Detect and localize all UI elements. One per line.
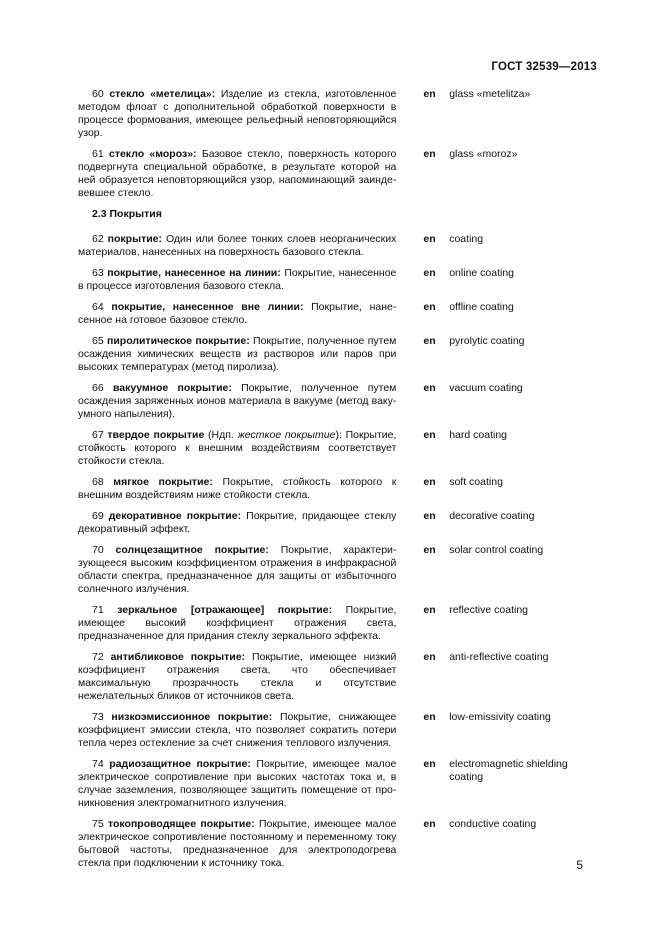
term-def: Изделие из стекла, изготовленное методом флоат с дополнительной обработкой поверхности в процессе формования, имеющее рельефный неповторяющийся узор. bbox=[78, 88, 397, 139]
term-number: 75 bbox=[92, 818, 104, 830]
term-def: Базовое стекло, поверхность которого подвергнута специальной обработке, в результате которой на ней образуется неповторяющийся узор, напоминающий заиндевевшее стекло. bbox=[78, 148, 397, 199]
term-number: 60 bbox=[92, 88, 104, 100]
term-def: Покрытие, имеющее малое электрическое сопротивление при высоких частотах тока и, в случае заземления, позволяющее защитить помещение от проникновения электромагнитного излучения. bbox=[78, 758, 397, 809]
english-equivalent: vacuum coating bbox=[449, 382, 523, 394]
term-entry-68 bbox=[78, 476, 598, 502]
term-definition bbox=[78, 476, 396, 502]
term-entry-73 bbox=[78, 711, 598, 750]
page-number: 5 bbox=[576, 858, 583, 872]
term-number: 73 bbox=[92, 711, 104, 723]
term-def: Покрытие, полученное путем осаждения химических веществ из растворов или паров при высоких температурах (метод пиролиза). bbox=[78, 335, 397, 373]
english-equivalent: solar control coating bbox=[449, 544, 544, 556]
term-entry-60 bbox=[78, 88, 598, 140]
term-def: Покрытие, придающее стеклу декоративный эффект. bbox=[78, 510, 397, 535]
english-equivalent: pyrolytic coating bbox=[449, 335, 525, 347]
term-entry-74 bbox=[78, 758, 598, 810]
term-note-prefix: (Ндп. bbox=[204, 429, 238, 441]
term-number: 74 bbox=[92, 758, 104, 770]
lang-code: en bbox=[423, 267, 436, 279]
term-name: покрытие, нанесенное на линии: bbox=[107, 267, 281, 279]
term-name: декоративное покрытие: bbox=[108, 510, 242, 522]
lang-code: en bbox=[423, 382, 436, 394]
english-equivalent: reflective coating bbox=[449, 604, 529, 616]
term-entry-70 bbox=[78, 544, 598, 596]
english-equivalent: hard coating bbox=[449, 429, 508, 441]
term-definition bbox=[78, 711, 396, 750]
term-number: 72 bbox=[92, 651, 104, 663]
term-name: радиозащитное покрытие: bbox=[109, 758, 251, 770]
term-number: 63 bbox=[92, 267, 104, 279]
lang-code: en bbox=[423, 301, 436, 313]
terms-list bbox=[78, 88, 598, 878]
term-definition bbox=[78, 88, 396, 140]
term-number: 66 bbox=[92, 382, 104, 394]
term-name: солнцезащитное покрытие: bbox=[115, 544, 269, 556]
term-def: Покрытие, снижающее коэффициент эмиссии стекла, что позволяет сократить потери тепла через остекление за счет снижения теплового излучения. bbox=[78, 711, 397, 749]
lang-code: en bbox=[423, 335, 436, 347]
term-def: Покрытие, характеризующееся высоким коэффициентом отражения в инфракрасной области спектра, предназначенное для защиты от избыточного солнечного излучения. bbox=[78, 544, 397, 595]
term-definition bbox=[78, 544, 396, 596]
english-equivalent: decorative coating bbox=[449, 510, 535, 522]
lang-code: en bbox=[423, 148, 436, 160]
english-equivalent: coating bbox=[449, 233, 484, 245]
term-entry-72 bbox=[78, 651, 598, 703]
term-name: твердое покрытие bbox=[107, 429, 205, 441]
term-definition bbox=[78, 604, 396, 643]
term-number: 64 bbox=[92, 301, 104, 313]
lang-code: en bbox=[423, 711, 436, 723]
english-equivalent: electromagnetic shielding coating bbox=[449, 758, 568, 783]
term-number: 69 bbox=[92, 510, 104, 522]
term-name: мягкое покрытие: bbox=[113, 476, 213, 488]
english-equivalent: conductive coating bbox=[449, 818, 537, 830]
term-definition bbox=[78, 335, 396, 374]
term-def: Один или более тонких слоев неорганических материалов, нанесенных на поверхность базового стекла. bbox=[78, 233, 397, 258]
lang-code: en bbox=[423, 429, 436, 441]
term-name: вакуумное покрытие: bbox=[112, 382, 232, 394]
term-number: 65 bbox=[92, 335, 104, 347]
section-title: 2.3 Покрытия bbox=[92, 208, 162, 220]
term-def: Покрытие, полученное путем осаждения заряженных ионов материала в вакууме (метод вакуумного напыления). bbox=[78, 382, 397, 420]
term-entry-69 bbox=[78, 510, 598, 536]
lang-code: en bbox=[423, 510, 436, 522]
term-def: Покрытие, нанесенное на готовое базовое стекло. bbox=[78, 301, 397, 326]
lang-code: en bbox=[423, 818, 436, 830]
lang-code: en bbox=[423, 604, 436, 616]
term-name: пиролитическое покрытие: bbox=[107, 335, 250, 347]
lang-code: en bbox=[423, 88, 436, 100]
english-equivalent: anti-reflective coating bbox=[449, 651, 549, 663]
term-def: Покрытие, нанесенное в процессе изготовления базового стекла. bbox=[78, 267, 397, 292]
term-definition bbox=[78, 651, 396, 703]
term-entry-62 bbox=[78, 233, 598, 259]
term-definition bbox=[78, 148, 396, 200]
term-definition bbox=[78, 382, 396, 421]
term-definition bbox=[78, 429, 396, 468]
lang-code: en bbox=[423, 651, 436, 663]
term-definition bbox=[78, 233, 396, 259]
english-equivalent: soft coating bbox=[449, 476, 503, 488]
term-definition bbox=[78, 301, 396, 327]
term-entry-65 bbox=[78, 335, 598, 374]
term-definition bbox=[78, 510, 396, 536]
term-entry-67 bbox=[78, 429, 598, 468]
english-equivalent: offline coating bbox=[449, 301, 514, 313]
term-def: Покрытие, имеющее высокий коэффициент отражения света, предназначенное для придания стеклу зеркального эффекта. bbox=[78, 604, 397, 642]
term-number: 71 bbox=[92, 604, 104, 616]
term-number: 67 bbox=[92, 429, 104, 441]
term-name: токопроводящее покрытие: bbox=[108, 818, 255, 830]
term-def: ): Покрытие, стойкость которого к внешним воздействиям соответствует стойкости стекла. bbox=[78, 429, 397, 467]
lang-code: en bbox=[423, 544, 436, 556]
term-number: 68 bbox=[92, 476, 104, 488]
term-entry-61 bbox=[78, 148, 598, 200]
term-entry-63 bbox=[78, 267, 598, 293]
term-def: Покрытие, стойкость которого к внешним воздействиям ниже стойкости стекла. bbox=[78, 476, 397, 501]
term-entry-75 bbox=[78, 818, 598, 870]
term-number: 61 bbox=[92, 148, 104, 160]
lang-code: en bbox=[423, 233, 436, 245]
english-equivalent: glass «metelitza» bbox=[449, 88, 531, 100]
term-def: Покрытие, имеющее малое электрическое сопротивление постоянному и переменному току бытовой частоты, предназначенное для электроподогрева стекла при подключении к источнику тока. bbox=[78, 818, 397, 869]
lang-code: en bbox=[423, 758, 436, 770]
english-equivalent: low-emissivity coating bbox=[449, 711, 551, 723]
term-entry-64 bbox=[78, 301, 598, 327]
term-name: покрытие: bbox=[107, 233, 162, 245]
document-header: ГОСТ 32539—2013 bbox=[491, 61, 597, 73]
term-definition bbox=[78, 818, 396, 870]
term-name: покрытие, нанесенное вне линии: bbox=[111, 301, 304, 313]
english-equivalent: glass «moroz» bbox=[449, 148, 518, 160]
term-name: стекло «мороз»: bbox=[108, 148, 197, 160]
lang-code: en bbox=[423, 476, 436, 488]
term-name: зеркальное [отражающее] покрытие: bbox=[117, 604, 333, 616]
term-entry-71 bbox=[78, 604, 598, 643]
term-definition bbox=[78, 267, 396, 293]
term-name: низкоэмиссионное покрытие: bbox=[111, 711, 273, 723]
deprecated-term: жесткое покрытие bbox=[237, 429, 336, 441]
english-equivalent: online coating bbox=[449, 267, 515, 279]
term-number: 62 bbox=[92, 233, 104, 245]
term-entry-66 bbox=[78, 382, 598, 421]
term-name: антибликовое покрытие: bbox=[110, 651, 246, 663]
term-definition bbox=[78, 758, 396, 810]
term-number: 70 bbox=[92, 544, 104, 556]
term-def: Покрытие, имеющее низкий коэффициент отражения света, что обеспечивает максимальную прозрачность стекла и отсутствие нежелательных бликов от источников света. bbox=[78, 651, 397, 702]
term-name: стекло «метелица»: bbox=[109, 88, 216, 100]
